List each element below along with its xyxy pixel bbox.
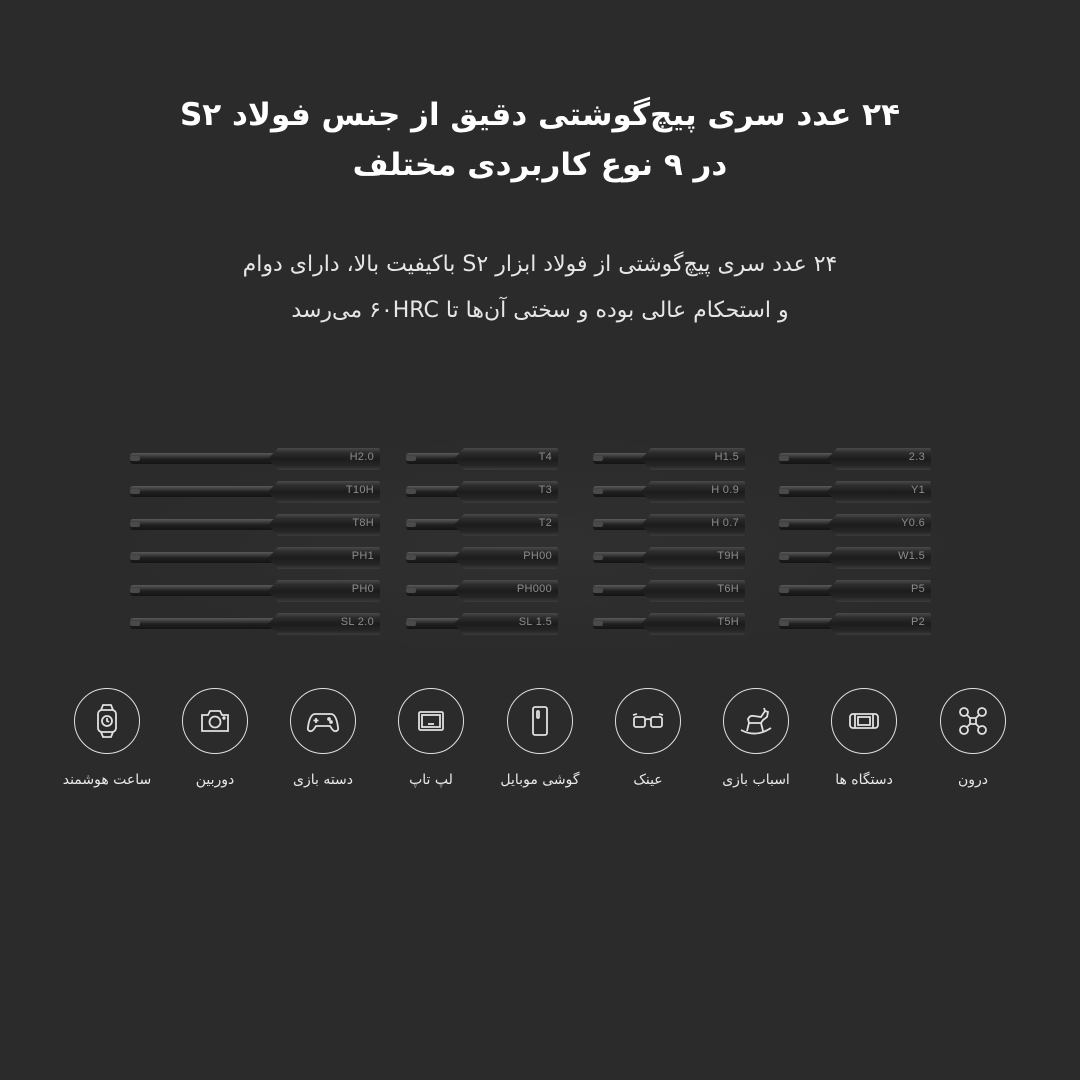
- bit-code: T4: [538, 451, 552, 463]
- screwdriver-bit: [406, 580, 558, 602]
- app-camera: [161, 688, 269, 788]
- screwdriver-bit: [406, 514, 558, 536]
- app-mobile-phone: [486, 688, 594, 788]
- app-label: عینک: [633, 772, 663, 788]
- screwdriver-bit: [779, 481, 931, 503]
- bit-column-3: [593, 448, 745, 646]
- screwdriver-bit: [779, 613, 931, 635]
- glasses-icon: [629, 702, 667, 740]
- bit-code: H 0.7: [711, 517, 739, 529]
- gamepad-icon: [304, 702, 342, 740]
- bit-code: H 0.9: [711, 484, 739, 496]
- screwdriver-bit: [593, 613, 745, 635]
- app-toy: [702, 688, 810, 788]
- app-devices: [810, 688, 918, 788]
- screwdriver-bit: [406, 481, 558, 503]
- title-line-2: در ۹ نوع کاربردی مختلف: [352, 147, 728, 183]
- bit-code: T9H: [717, 550, 739, 562]
- mobile-phone-icon: [521, 702, 559, 740]
- app-smartwatch: [53, 688, 161, 788]
- screwdriver-bit: [406, 547, 558, 569]
- bit-code: SL 1.5: [518, 616, 552, 628]
- screwdriver-bit: [130, 448, 380, 470]
- bit-code: Y0.6: [901, 517, 925, 529]
- app-glasses: [594, 688, 702, 788]
- bit-code: T6H: [717, 583, 739, 595]
- screwdriver-bit: [779, 448, 931, 470]
- bit-code: PH00: [523, 550, 552, 562]
- bit-code: PH1: [351, 550, 374, 562]
- app-label: گوشی موبایل: [500, 772, 580, 788]
- screwdriver-bit: [130, 514, 380, 536]
- app-label: دوربین: [195, 772, 235, 788]
- screwdriver-bit: [593, 580, 745, 602]
- app-label: اسباب بازی: [722, 772, 790, 788]
- app-label: دسته بازی: [292, 772, 354, 788]
- app-label: دستگاه ها: [835, 772, 893, 788]
- screwdriver-bit: [779, 547, 931, 569]
- bit-column-1: [130, 448, 380, 646]
- bit-code: P5: [910, 583, 925, 595]
- laptop-icon: [412, 702, 450, 740]
- bit-column-4: [779, 448, 931, 646]
- bit-code: H1.5: [714, 451, 739, 463]
- app-label: ساعت هوشمند: [62, 772, 152, 788]
- bit-column-2: [406, 448, 558, 646]
- screwdriver-bit: [406, 448, 558, 470]
- bit-code: T10H: [345, 484, 374, 496]
- page-title: [0, 90, 1080, 190]
- screwdriver-bit: [779, 580, 931, 602]
- app-drone: [919, 688, 1027, 788]
- app-gamepad: [269, 688, 377, 788]
- game-console-icon: [845, 702, 883, 740]
- bit-code: SL 2.0: [340, 616, 374, 628]
- description-line-2: و استحکام عالی بوده و سختی آن‌ها تا ۶۰HRC می‌رسد: [291, 298, 789, 323]
- description: [0, 242, 1080, 334]
- screwdriver-bit: [130, 580, 380, 602]
- bit-code: Y1: [910, 484, 925, 496]
- screwdriver-bit: [779, 514, 931, 536]
- bit-code: T8H: [352, 517, 374, 529]
- bit-code: P2: [910, 616, 925, 628]
- smartwatch-icon: [88, 702, 126, 740]
- bit-code: PH0: [351, 583, 374, 595]
- app-label: درون: [957, 772, 989, 788]
- screwdriver-bit: [130, 547, 380, 569]
- rocking-horse-icon: [737, 702, 775, 740]
- bit-code: 2.3: [908, 451, 925, 463]
- camera-icon: [196, 702, 234, 740]
- screwdriver-bit: [406, 613, 558, 635]
- screwdriver-bit: [593, 514, 745, 536]
- description-line-1: ۲۴ عدد سری پیچ‌گوشتی از فولاد ابزار S۲ باکیفیت بالا، دارای دوام: [242, 252, 838, 277]
- screwdriver-bit: [593, 448, 745, 470]
- screwdriver-bit: [593, 481, 745, 503]
- app-label: لپ تاپ: [409, 772, 453, 788]
- bit-code: T5H: [717, 616, 739, 628]
- drone-icon: [954, 702, 992, 740]
- bit-code: T3: [538, 484, 552, 496]
- screwdriver-bit: [130, 481, 380, 503]
- screwdriver-bit: [130, 613, 380, 635]
- app-laptop: [377, 688, 485, 788]
- bit-code: H2.0: [349, 451, 374, 463]
- title-line-1: ۲۴ عدد سری پیچ‌گوشتی دقیق از جنس فولاد S۲: [179, 97, 901, 133]
- bit-code: T2: [538, 517, 552, 529]
- screwdriver-bit: [593, 547, 745, 569]
- bit-code: PH000: [516, 583, 552, 595]
- bit-code: W1.5: [898, 550, 925, 562]
